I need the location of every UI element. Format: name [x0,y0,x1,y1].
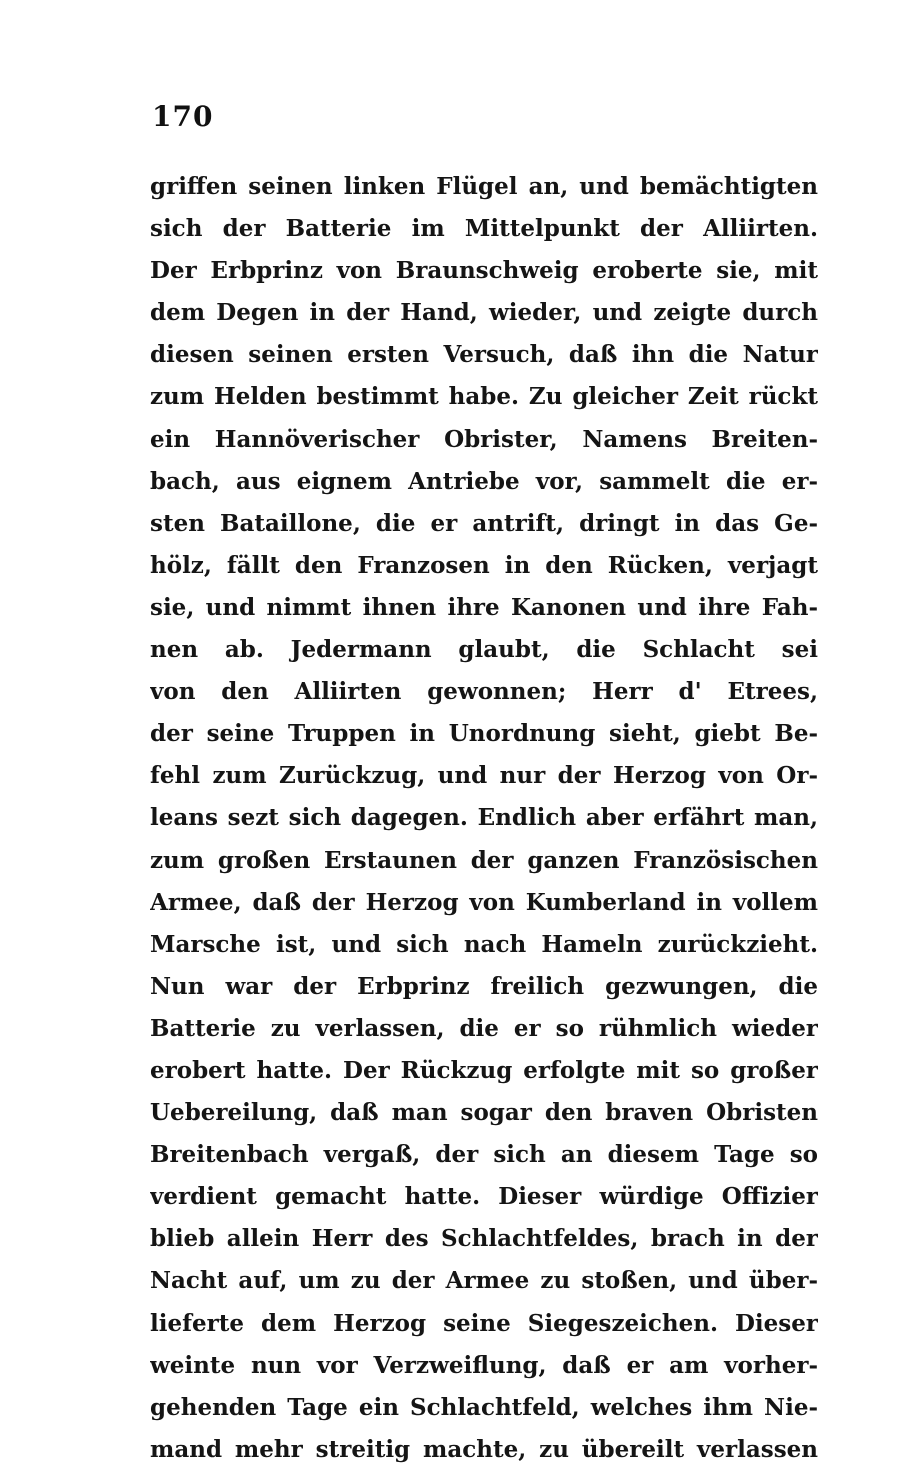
text-line: Marsche ist, und sich nach Hameln zurückzieht. [150,930,818,958]
text-line: Uebereilung, daß man sogar den braven Obristen [150,1099,818,1127]
text-line: leans sezt sich dagegen. Endlich aber erfährt man, [150,804,818,832]
text-line: sich der Batterie im Mittelpunkt der Alliirten. [150,215,818,243]
text-line: nen ab. Jedermann glaubt, die Schlacht sei [150,636,818,664]
text-line: Nun war der Erbprinz freilich gezwungen, die [150,972,818,1000]
text-line: hölz, fällt den Franzosen in den Rücken, verjagt [150,551,818,579]
text-line: dem Degen in der Hand, wieder, und zeigte durch [150,299,818,327]
text-line: griffen seinen linken Flügel an, und bemächtigten [150,173,818,200]
text-line: weinte nun vor Verzweiflung, daß er am vorher- [150,1351,818,1379]
text-line: sie, und nimmt ihnen ihre Kanonen und ihre Fah- [150,593,818,621]
text-line: bach, aus eignem Antriebe vor, sammelt die er- [150,467,818,495]
text-line: Batterie zu verlassen, die er so rühmlich wieder [150,1014,818,1042]
text-line: der seine Truppen in Unordnung sieht, giebt Be- [150,720,818,748]
text-line: Nacht auf, um zu der Armee zu stoßen, und über- [150,1267,818,1295]
text-line: blieb allein Herr des Schlachtfeldes, brach in der [150,1225,818,1253]
body-text [150,166,818,1471]
text-line: sten Bataillone, die er antrift, dringt in das Ge- [150,509,818,537]
text-line: gehenden Tage ein Schlachtfeld, welches ihm Nie- [150,1393,818,1421]
text-line: Breitenbach vergaß, der sich an diesem Tage so [150,1141,818,1169]
text-line: verdient gemacht hatte. Dieser würdige Offizier [150,1183,818,1211]
text-line: diesen seinen ersten Versuch, daß ihn die Natur [150,341,818,369]
text-line: mand mehr streitig machte, zu übereilt verlassen [150,1435,818,1463]
text-line: zum großen Erstaunen der ganzen Französischen [150,846,818,874]
text-line: ein Hannöverischer Obrister, Namens Breiten- [150,425,818,453]
text-line: zum Helden bestimmt habe. Zu gleicher Zeit rückt [150,383,818,411]
text-line: fehl zum Zurückzug, und nur der Herzog von Or- [150,762,818,790]
text-line: Armee, daß der Herzog von Kumberland in vollem [150,888,818,916]
text-line: lieferte dem Herzog seine Siegeszeichen. Dieser [150,1309,818,1337]
text-line: Der Erbprinz von Braunschweig eroberte sie, mit [150,257,818,285]
text-line: von den Alliirten gewonnen; Herr d' Etrees, [150,678,818,706]
page-number: 170 [152,100,214,133]
text-line: erobert hatte. Der Rückzug erfolgte mit so großer [150,1056,818,1084]
